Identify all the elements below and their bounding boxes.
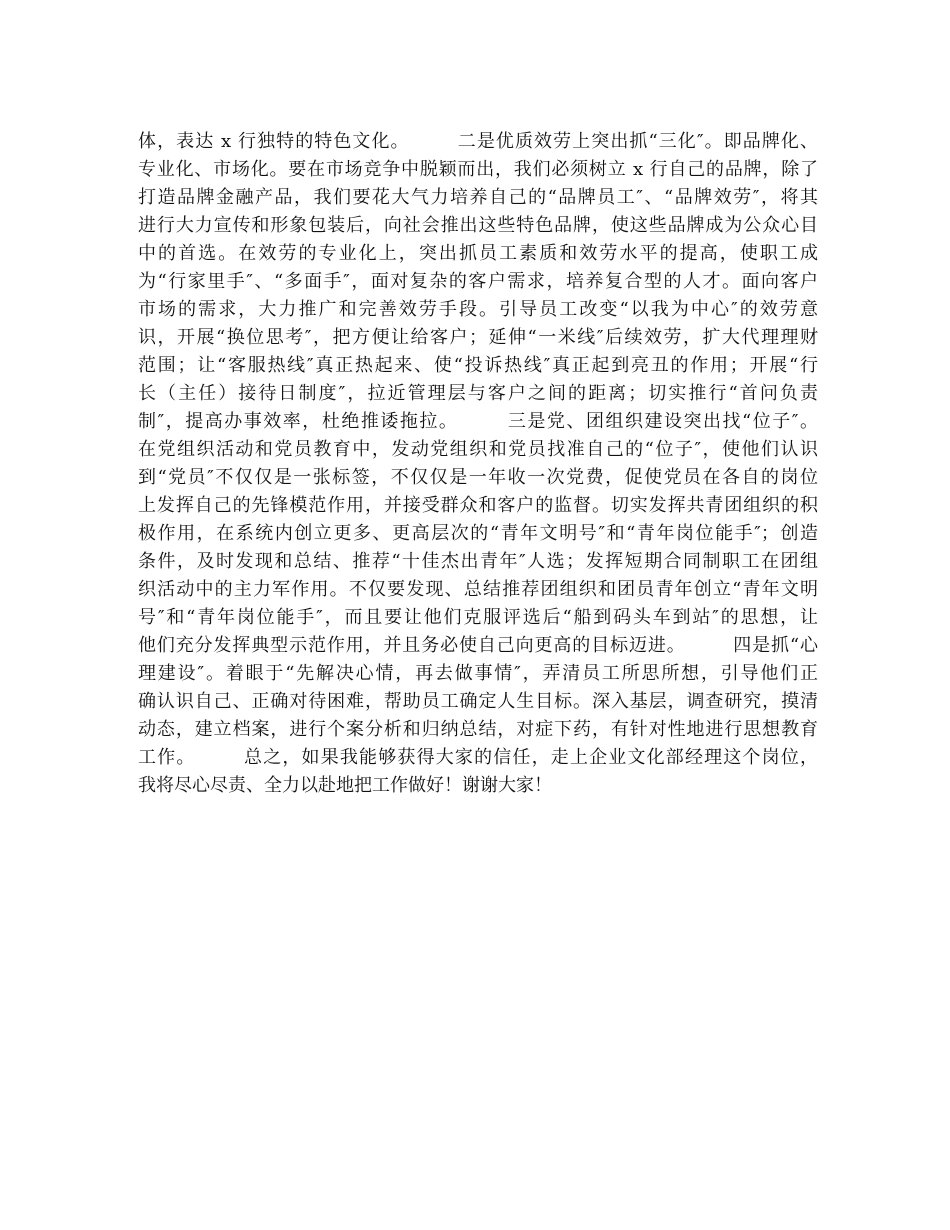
text-line: 理建设″。着眼于“先解决心情，再去做事情″，弄清员工所思所想，引导他们正 xyxy=(138,663,818,684)
text-line: 专业化、市场化。要在市场竞争中脱颖而出，我们必须树立 x 行自己的品牌，除了 xyxy=(138,159,818,180)
text-line: 为“行家里手″、“多面手″，面对复杂的客户需求，培养复合型的人才。面向客户 xyxy=(138,271,818,292)
text-line: 范围；让“客服热线″真正热起来、使“投诉热线″真正起到亮丑的作用；开展“行 xyxy=(138,355,818,376)
text-line: 织活动中的主力军作用。不仅要发现、总结推荐团组织和团员青年创立“青年文明 xyxy=(138,579,818,600)
text-line: 条件，及时发现和总结、推荐“十佳杰出青年″人选；发挥短期合同制职工在团组 xyxy=(138,551,818,572)
text-line: 长（主任）接待日制度″，拉近管理层与客户之间的距离；切实推行“首问负责 xyxy=(138,383,818,404)
text-line: 确认识自己、正确对待困难，帮助员工确定人生目标。深入基层，调查研究，摸清 xyxy=(138,691,818,712)
text-line: 动态，建立档案，进行个案分析和归纳总结，对症下药，有针对性地进行思想教育 xyxy=(138,719,818,740)
text-line: 市场的需求，大力推广和完善效劳手段。引导员工改变“以我为中心″的效劳意 xyxy=(138,299,818,320)
text-line: 识，开展“换位思考″，把方便让给客户；延伸“一米线″后续效劳，扩大代理理财 xyxy=(138,327,818,348)
body-text xyxy=(138,128,818,800)
text-line: 在党组织活动和党员教育中，发动党组织和党员找准自己的“位子″，使他们认识 xyxy=(138,439,818,460)
text-line: 制″，提高办事效率，杜绝推诿拖拉。 三是党、团组织建设突出找“位子″。 xyxy=(138,411,818,432)
text-line: 我将尽心尽责、全力以赴地把工作做好！谢谢大家！ xyxy=(138,775,552,796)
text-line: 工作。 总之，如果我能够获得大家的信任，走上企业文化部经理这个岗位， xyxy=(138,747,818,768)
text-line: 体，表达 x 行独特的特色文化。 二是优质效劳上突出抓“三化″。即品牌化、 xyxy=(138,131,818,152)
text-line: 进行大力宣传和形象包装后，向社会推出这些特色品牌，使这些品牌成为公众心目 xyxy=(138,215,818,236)
text-line: 打造品牌金融产品，我们要花大气力培养自己的“品牌员工″、“品牌效劳″，将其 xyxy=(138,187,818,208)
text-line: 上发挥自己的先锋模范作用，并接受群众和客户的监督。切实发挥共青团组织的积 xyxy=(138,495,818,516)
text-line: 到“党员″不仅仅是一张标签，不仅仅是一年收一次党费，促使党员在各自的岗位 xyxy=(138,467,818,488)
text-line: 中的首选。在效劳的专业化上，突出抓员工素质和效劳水平的提高，使职工成 xyxy=(138,243,818,264)
text-line: 号″和“青年岗位能手″，而且要让他们克服评选后“船到码头车到站″的思想，让 xyxy=(138,607,818,628)
text-line: 极作用，在系统内创立更多、更高层次的“青年文明号″和“青年岗位能手″；创造 xyxy=(138,523,818,544)
text-line: 他们充分发挥典型示范作用，并且务必使自己向更高的目标迈进。 四是抓“心 xyxy=(138,635,818,656)
